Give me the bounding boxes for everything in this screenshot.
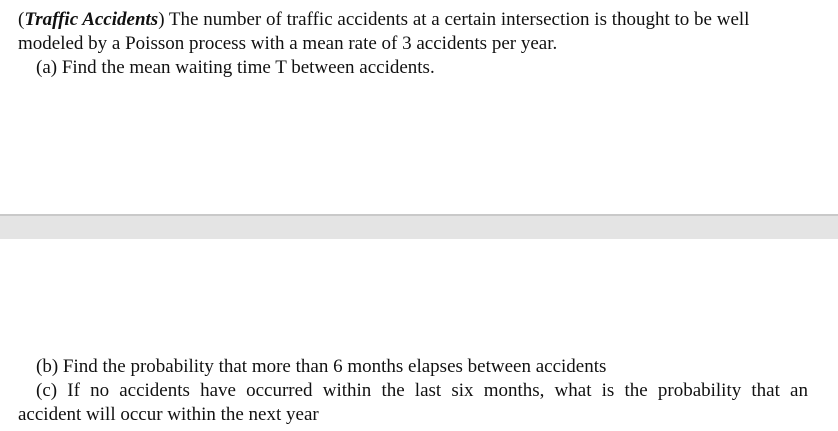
part-c-line2: accident will occur within the next year [18, 404, 319, 425]
problem-statement [18, 8, 808, 56]
part-c [18, 379, 808, 427]
problem-intro: The number of traffic accidents at a certain intersection is thought to be well modeled by a Poisson process with a mean rate of 3 accidents per year. [18, 9, 750, 54]
page-separator [0, 214, 838, 239]
document-page-top [0, 0, 838, 214]
title-close-paren: ) [158, 9, 165, 30]
problem-title: Traffic Accidents [24, 9, 159, 30]
part-b: (b) Find the probability that more than 6 months elapses between accidents [36, 356, 607, 377]
part-a: (a) Find the mean waiting time T between accidents. [36, 57, 435, 78]
title-open-paren: ( [18, 9, 25, 30]
part-c-line1: (c) If no accidents have occurred within the last six months, what is the probability that an [36, 380, 808, 401]
